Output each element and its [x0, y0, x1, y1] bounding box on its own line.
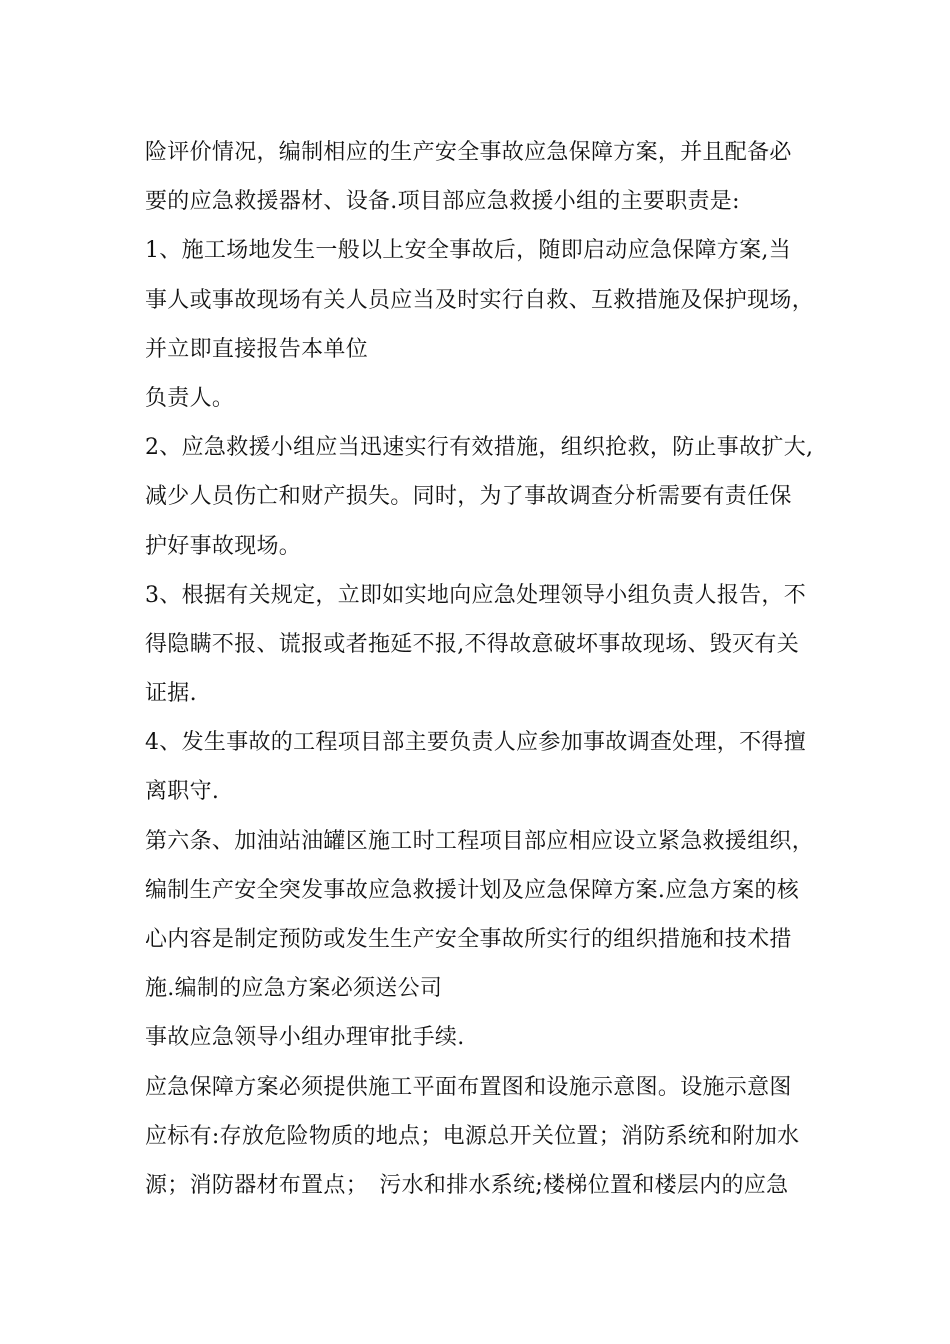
text-line: 第六条、加油站油罐区施工时工程项目部应相应设立紧急救援组织， — [145, 828, 815, 854]
text-line: 并立即直接报告本单位 — [145, 336, 369, 362]
text-line: 4、发生事故的工程项目部主要负责人应参加事故调查处理，不得擅 — [145, 730, 806, 756]
text-line: 事人或事故现场有关人员应当及时实行自救、互救措施及保护现场， — [145, 287, 815, 313]
text-line: 3、根据有关规定，立即如实地向应急处理领导小组负责人报告，不 — [145, 582, 806, 608]
text-line: 2、应急救援小组应当迅速实行有效措施，组织抢救，防止事故扩大, — [145, 435, 814, 461]
text-line: 减少人员伤亡和财产损失。同时，为了事故调查分析需要有责任保 — [145, 484, 792, 510]
text-line: 心内容是制定预防或发生生产安全事故所实行的组织措施和技术措 — [145, 927, 792, 952]
text-line: 离职守. — [145, 779, 220, 805]
text-line: 应急保障方案必须提供施工平面布置图和设施示意图。设施示意图 — [145, 1074, 792, 1100]
text-line: 负责人。 — [145, 385, 235, 411]
text-line: 护好事故现场。 — [145, 533, 302, 559]
text-line: 应标有:存放危险物质的地点；电源总开关位置；消防系统和附加水 — [145, 1123, 800, 1149]
text-line: 1、施工场地发生一般以上安全事故后，随即启动应急保障方案,当 — [145, 238, 791, 264]
text-line: 施.编制的应急方案必须送公司 — [145, 976, 443, 1002]
text-line: 得隐瞒不报、谎报或者拖延不报,不得故意破坏事故现场、毁灭有关 — [145, 631, 799, 657]
text-line: 编制生产安全突发事故应急救援计划及应急保障方案.应急方案的核 — [145, 877, 799, 903]
text-line: 源；消防器材布置点； 污水和排水系统;楼梯位置和楼层内的应急 — [145, 1172, 789, 1198]
text-line: 险评价情况，编制相应的生产安全事故应急保障方案，并且配备必 — [145, 140, 792, 165]
text-line: 要的应急救援器材、设备.项目部应急救援小组的主要职责是: — [145, 189, 740, 215]
body-text — [145, 133, 825, 1215]
text-line: 事故应急领导小组办理审批手续. — [145, 1025, 465, 1051]
text-line: 证据. — [145, 681, 197, 707]
